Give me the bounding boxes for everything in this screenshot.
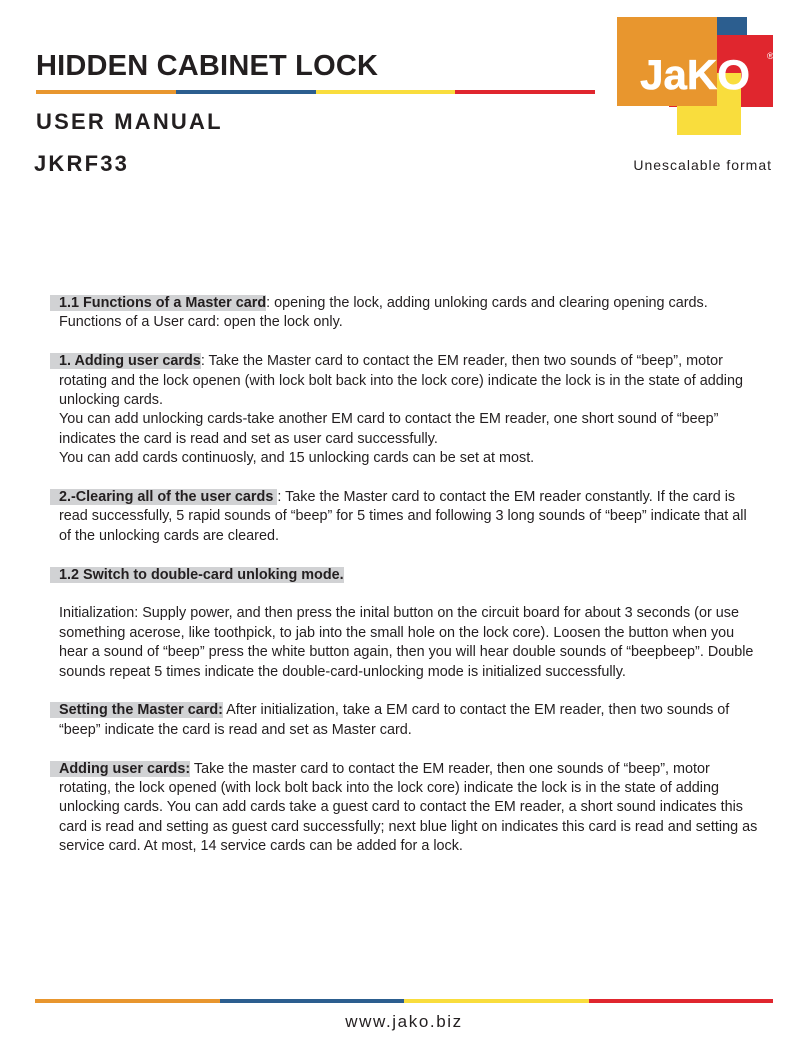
header-color-stripe	[36, 90, 595, 94]
stripe-segment-yellow	[316, 90, 456, 94]
section-text: Take the master card to contact the EM reader, then one sounds of “beep”, motor rotating, the lock opened (with lock bolt back into the lock core) indicate the lock is in the state of adding unlocking cards. You can add cards take a guest card to contact the EM reader, a short sound indicates this card is read and setting as guest card successfully; next blue light on indicates this card is read and setting as service card. At most, 14 service cards can be added for a lock.	[59, 760, 758, 855]
registered-mark-icon: ®	[767, 51, 774, 61]
section-heading: 2.-Clearing all of the user cards	[50, 489, 277, 505]
section-text: You can add unlocking cards-take another EM card to contact the EM reader, one short sound of “beep” indicates the card is read and set as user card successfully.	[59, 411, 719, 447]
section-heading: Adding user cards:	[50, 761, 190, 777]
footer-color-stripe	[35, 999, 773, 1003]
stripe-segment-orange	[36, 90, 176, 94]
section-heading: Setting the Master card:	[50, 702, 223, 718]
logo-blue-square	[717, 17, 747, 35]
section-text: You can add cards continuosly, and 15 unlocking cards can be set at most.	[59, 450, 535, 467]
stripe-segment-blue	[220, 999, 405, 1003]
section-setting-master-card	[59, 701, 759, 740]
model-number: JKRF33	[34, 151, 130, 176]
stripe-segment-blue	[176, 90, 316, 94]
document-subtitle: USER MANUAL	[36, 109, 223, 134]
stripe-segment-red	[455, 90, 595, 94]
section-text: : Take the Master card to contact the EM reader constantly. If the card is read successfully, 5 rapid sounds of “beep” for 5 times and following 3 long sounds of “beep” indicate that all of the unlocking cards are cleared.	[59, 489, 747, 544]
stripe-segment-orange	[35, 999, 220, 1003]
section-adding-user-cards	[59, 352, 759, 468]
stripe-segment-yellow	[404, 999, 589, 1003]
stripe-segment-red	[589, 999, 774, 1003]
section-adding-user-cards-double	[59, 760, 759, 857]
section-text: Initialization: Supply power, and then press the inital button on the circuit board for about 3 seconds (or use something acerose, like toothpick, to jab into the small hole on the lock core). Loosen the button when you hear a sound of “beep” press the white button again, then you will hear double sounds of “beepbeep”. Double sounds repeat 5 times indicate the double-card-unlocking mode is initialized successfully.	[59, 605, 754, 680]
section-text: After initialization, take a EM card to contact the EM reader, then two sounds of “beep” indicate the card is read and set as Master card.	[59, 702, 730, 738]
section-heading: 1. Adding user cards	[50, 353, 201, 369]
section-master-card-functions	[59, 294, 759, 333]
section-clearing-user-cards	[59, 488, 759, 546]
document-title: HIDDEN CABINET LOCK	[36, 50, 379, 82]
jako-logo	[617, 17, 775, 135]
manual-body	[59, 294, 759, 876]
section-text: : opening the lock, adding unloking cards and clearing opening cards. Functions of a User card: open the lock only.	[59, 295, 708, 331]
footer-website: www.jako.biz	[345, 1012, 463, 1031]
format-note: Unescalable format	[633, 157, 772, 173]
section-heading: 1.2 Switch to double-card unloking mode.	[50, 567, 344, 583]
logo-wordmark: JaKO	[640, 51, 750, 98]
section-double-card-mode	[59, 566, 759, 585]
section-text: : Take the Master card to contact the EM reader, then two sounds of “beep”, motor rotating and the lock openen (with lock bolt back into the lock core) indicate the lock is in the state of adding unlocking cards.	[59, 353, 743, 409]
section-initialization	[59, 604, 759, 682]
section-heading: 1.1 Functions of a Master card	[50, 295, 266, 311]
